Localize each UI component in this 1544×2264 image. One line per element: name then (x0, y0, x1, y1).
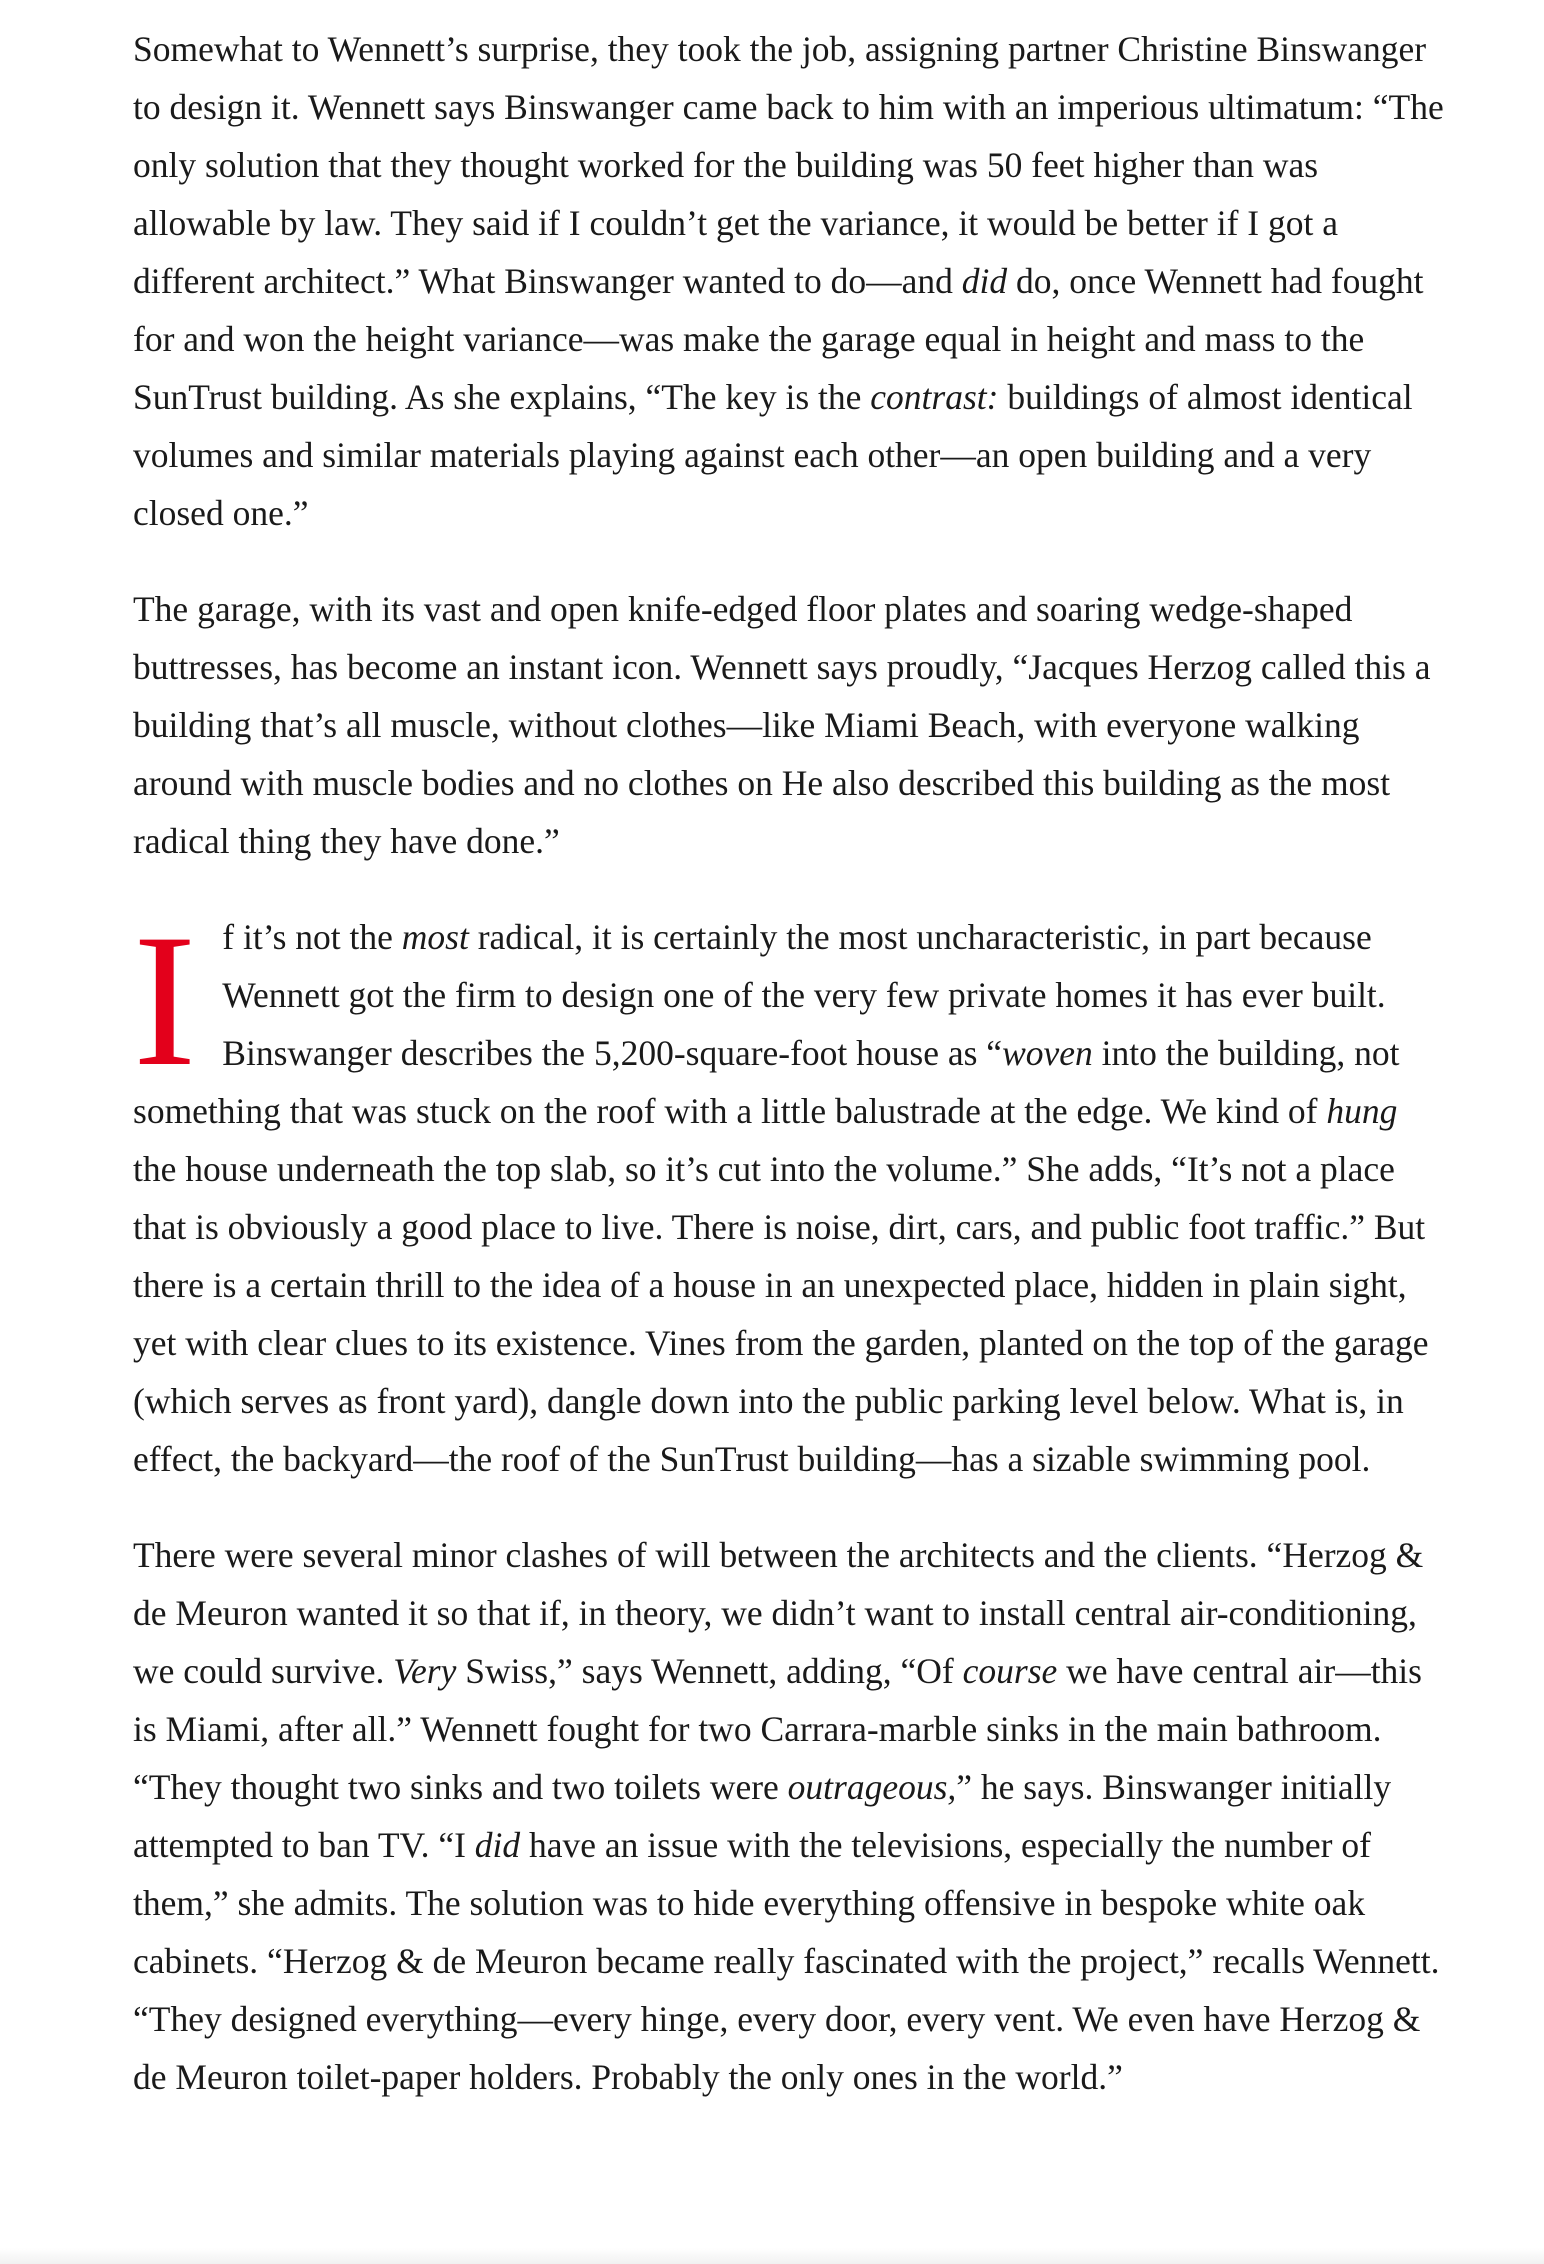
emphasis-did: did (474, 1825, 521, 1865)
paragraph-3-text: the house underneath the top slab, so it’s cut into the volume.” She adds, “It’s not a place that is obviously a good place to live. There is noise, dirt, cars, and public foot traffic.” But there is a certain thrill to the idea of a house in an unexpected place, hidden in plain sight, yet with clear clues to its existence. Vines from the garden, planted on the top of the garage (which serves as front yard), dangle down into the public parking level below. What is, in effect, the backyard—the roof of the SunTrust building—has a sizable swimming pool. (133, 1149, 1429, 1479)
paragraph-3 (133, 896, 1445, 1488)
paragraph-1-text: buildings of almost identical volumes and similar materials playing against each other—an open building and a very closed one.” (133, 377, 1413, 533)
emphasis-did: did (961, 261, 1008, 301)
emphasis-most: most (401, 917, 469, 957)
paragraph-4-text: Swiss,” says Wennett, adding, “Of (456, 1651, 963, 1691)
paragraph-4-text: we have central air—this is Miami, after all.” Wennett fought for two Carrara-marble sinks in the main bathroom. “They thought two sinks and two toilets were (133, 1651, 1422, 1807)
emphasis-very: Very (393, 1651, 457, 1691)
paragraph-3-text: radical, it is certainly the most uncharacteristic, in part because Wennett got the firm to design one of the very few private homes it has ever built. Binswanger describes the 5,200-square-foot house as “ (222, 917, 1386, 1073)
drop-cap: I (133, 896, 197, 1106)
emphasis-woven: woven (1002, 1033, 1093, 1073)
paragraph-4-text: ” he says. Binswanger initially attempted to ban TV. “I (133, 1767, 1392, 1865)
emphasis-contrast: contrast: (870, 377, 999, 417)
paragraph-4-text: There were several minor clashes of will between the architects and the clients. “Herzog & de Meuron wanted it so that if, in theory, we didn’t want to install central air-conditioning, we could survive. (133, 1535, 1424, 1691)
paragraph-2: The garage, with its vast and open knife-edged floor plates and soaring wedge-shaped buttresses, has become an instant icon. Wennett says proudly, “Jacques Herzog called this a building that’s all muscle, without clothes—like Miami Beach, with everyone walking around with muscle bodies and no clothes on He also described this building as the most radical thing they have done.” (133, 589, 1431, 861)
paragraph-3-text: into the building, not something that was stuck on the roof with a little balustrade at the edge. We kind of (133, 1033, 1400, 1131)
article-body (133, 20, 1445, 2144)
emphasis-hung: hung (1326, 1091, 1398, 1131)
emphasis-outrageous: outrageous, (787, 1767, 957, 1807)
paragraph-1-text: do, once Wennett had fought for and won the height variance—was make the garage equal in height and mass to the SunTrust building. As she explains, “The key is the (133, 261, 1424, 417)
bottom-edge-shadow (0, 2248, 1544, 2264)
paragraph-1-text: Somewhat to Wennett’s surprise, they took the job, assigning partner Christine Binswanger to design it. Wennett says Binswanger came back to him with an imperious ultimatum: “The only solution that they thought worked for the building was 50 feet higher than was allowable by law. They said if I couldn’t get the variance, it would be better if I got a different architect.” What Binswanger wanted to do—and (133, 29, 1444, 301)
paragraph-4 (133, 1526, 1445, 2106)
paragraph-1 (133, 20, 1445, 542)
paragraph-3-text: f it’s not the (222, 917, 402, 957)
paragraph-4-text: have an issue with the televisions, especially the number of them,” she admits. The solution was to hide everything offensive in bespoke white oak cabinets. “Herzog & de Meuron became really fascinated with the project,” recalls Wennett. “They designed everything—every hinge, every door, every vent. We even have Herzog & de Meuron toilet-paper holders. Probably the only ones in the world.” (133, 1825, 1440, 2097)
emphasis-course: course (962, 1651, 1058, 1691)
